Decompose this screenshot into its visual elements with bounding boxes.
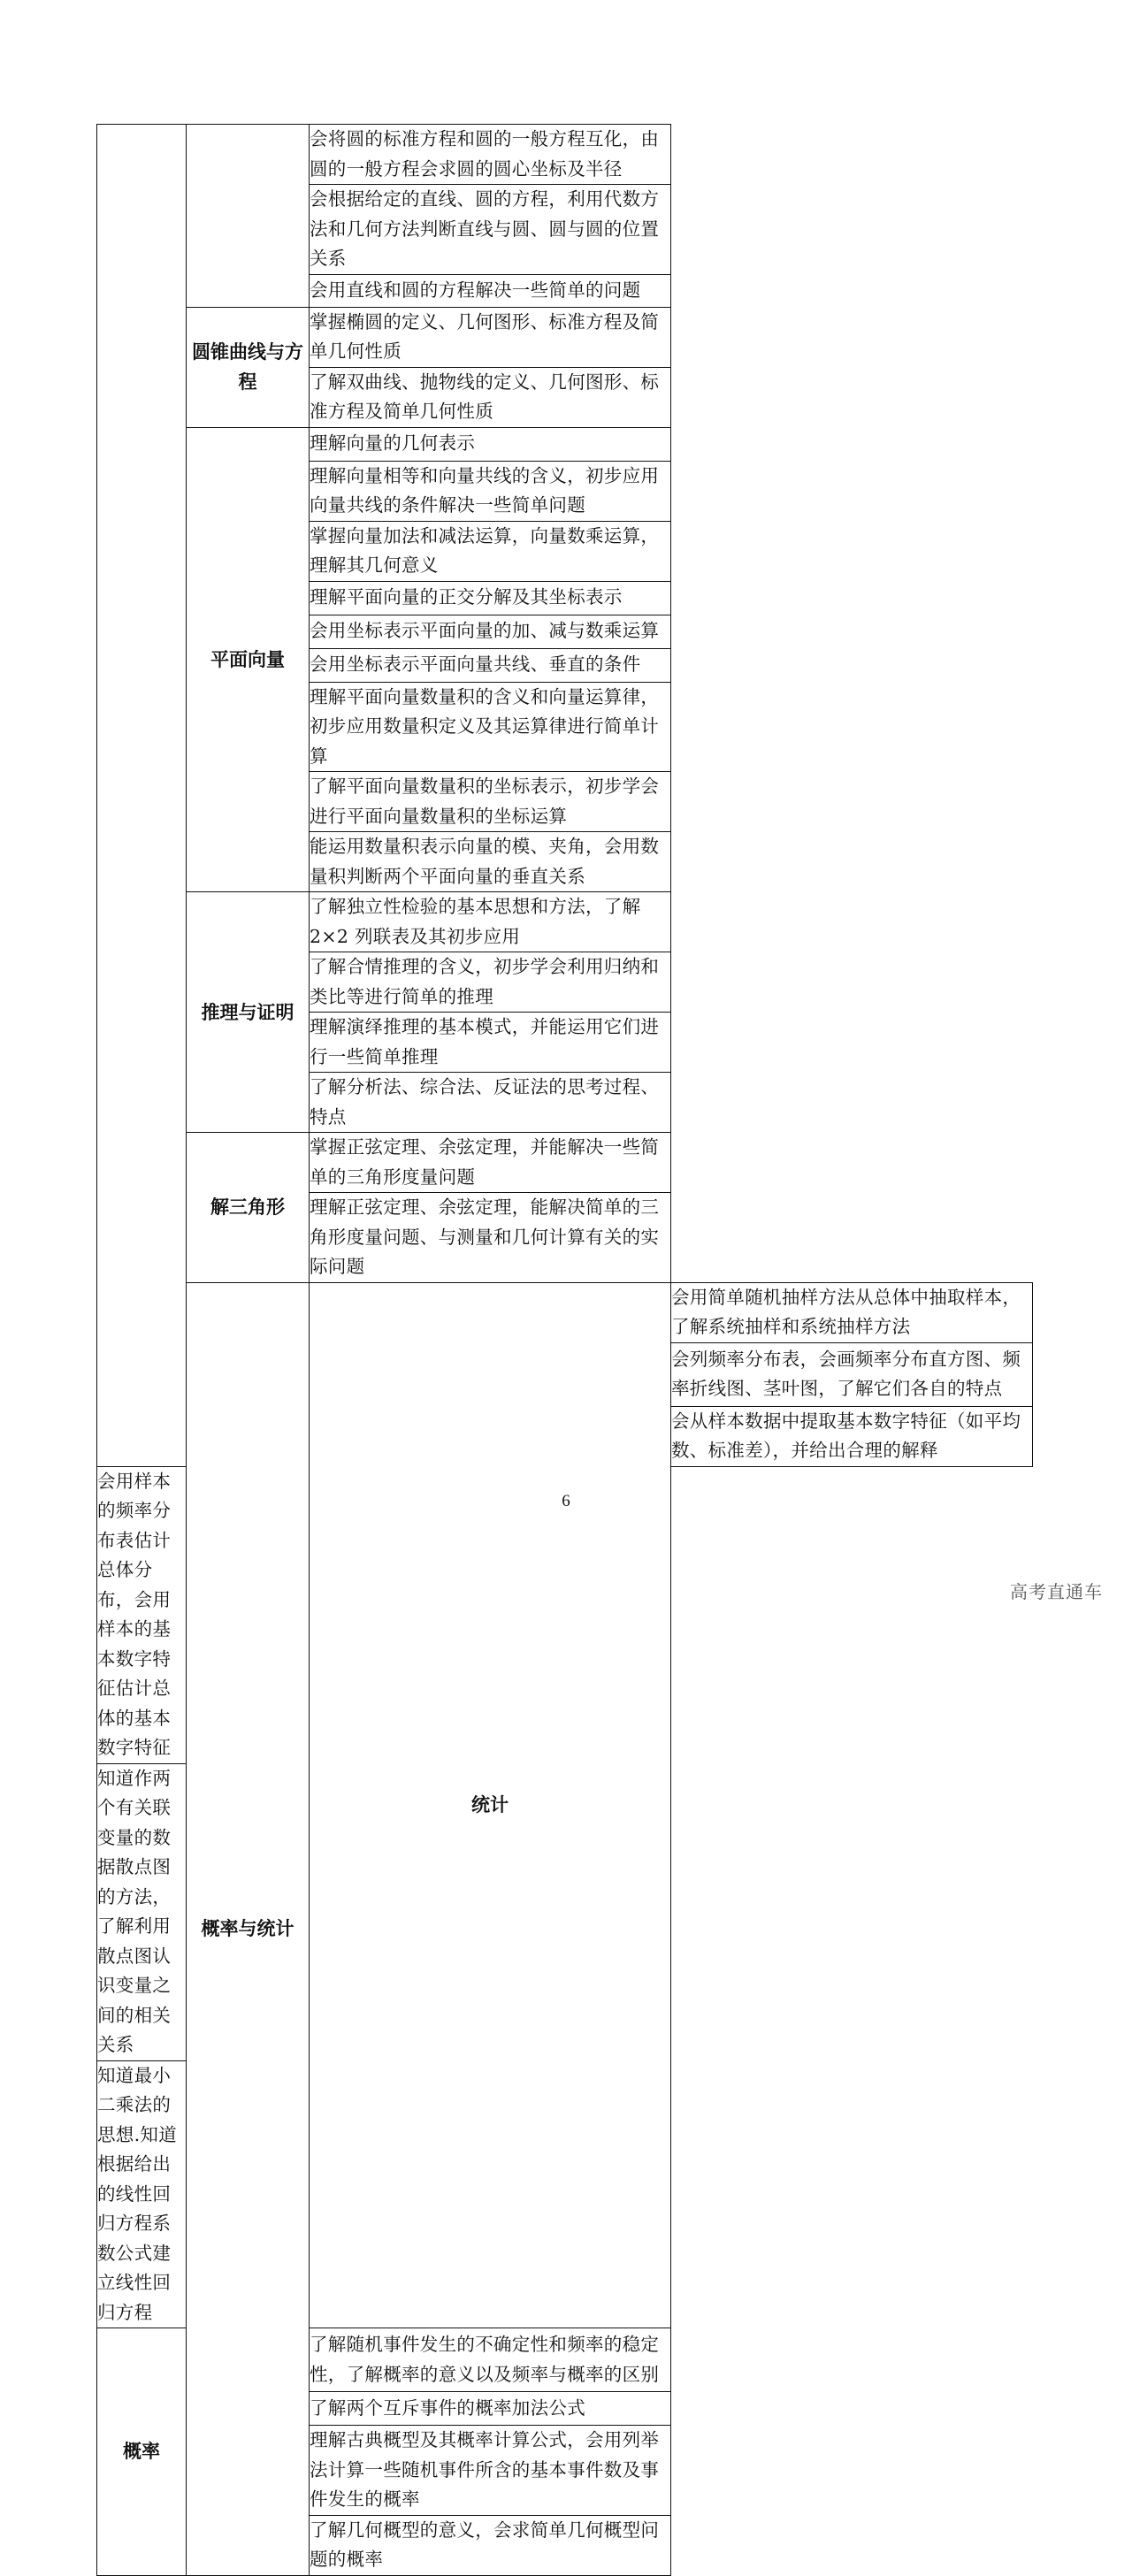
watermark-text: 高考直通车 <box>1010 1581 1103 1602</box>
objective-cell: 理解演绎推理的基本模式，并能运用它们进行一些简单推理 <box>310 1013 671 1073</box>
objective-cell: 会从样本数据中提取基本数字特征（如平均数、标准差），并给出合理的解释 <box>671 1406 1033 1466</box>
objective-cell: 会将圆的标准方程和圆的一般方程互化，由圆的一般方程会求圆的圆心坐标及半径 <box>310 125 671 185</box>
objective-cell: 了解合情推理的含义，初步学会利用归纳和类比等进行简单的推理 <box>310 952 671 1013</box>
topic-cell-lines-circles <box>187 125 310 308</box>
objective-cell: 理解向量的几何表示 <box>310 427 671 461</box>
objective-cell: 理解平面向量数量积的含义和向量运算律，初步应用数量积定义及其运算律进行简单计算 <box>310 682 671 772</box>
module-cell-probability-statistics: 概率与统计 <box>187 1282 310 2575</box>
objective-cell: 掌握椭圆的定义、几何图形、标准方程及简单几何性质 <box>310 307 671 367</box>
objective-cell: 理解平面向量的正交分解及其坐标表示 <box>310 581 671 615</box>
objective-cell: 理解古典概型及其概率计算公式，会用列举法计算一些随机事件所含的基本事件数及事件发生的概率 <box>310 2426 671 2516</box>
objective-cell: 会用简单随机抽样方法从总体中抽取样本，了解系统抽样和系统抽样方法 <box>671 1282 1033 1342</box>
topic-cell-conic-sections: 圆锥曲线与方程 <box>187 307 310 427</box>
topic-cell-solving-triangles: 解三角形 <box>187 1133 310 1283</box>
page-number: 6 <box>562 1492 570 1510</box>
objective-cell: 了解几何概型的意义，会求简单几何概型问题的概率 <box>310 2515 671 2575</box>
objective-cell: 掌握正弦定理、余弦定理，并能解决一些简单的三角形度量问题 <box>310 1133 671 1193</box>
objective-cell: 会用坐标表示平面向量共线、垂直的条件 <box>310 648 671 682</box>
objective-cell: 了解双曲线、抛物线的定义、几何图形、标准方程及简单几何性质 <box>310 367 671 427</box>
topic-cell-statistics: 统计 <box>310 1282 671 2328</box>
objective-cell: 了解分析法、综合法、反证法的思考过程、特点 <box>310 1073 671 1133</box>
objective-cell: 了解独立性检验的基本思想和方法，了解 2×2 列联表及其初步应用 <box>310 892 671 952</box>
objective-cell: 了解两个互斥事件的概率加法公式 <box>310 2392 671 2426</box>
objective-cell: 会用坐标表示平面向量的加、减与数乘运算 <box>310 615 671 648</box>
objective-cell: 掌握向量加法和减法运算，向量数乘运算，理解其几何意义 <box>310 521 671 581</box>
objective-cell: 知道作两个有关联变量的数据散点图的方法，了解利用散点图认识变量之间的相关关系 <box>97 1763 187 2060</box>
objective-cell: 能运用数量积表示向量的模、夹角，会用数量积判断两个平面向量的垂直关系 <box>310 832 671 892</box>
module-cell-geometry-algebra <box>97 125 187 1467</box>
topic-cell-plane-vectors: 平面向量 <box>187 427 310 892</box>
objective-cell: 知道最小二乘法的思想.知道根据给出的线性回归方程系数公式建立线性回归方程 <box>97 2060 187 2328</box>
objective-cell: 了解随机事件发生的不确定性和频率的稳定性，了解概率的意义以及频率与概率的区别 <box>310 2328 671 2392</box>
objective-cell: 会用样本的频率分布表估计总体分布，会用样本的基本数字特征估计总体的基本数字特征 <box>97 1466 187 1763</box>
objective-cell: 会根据给定的直线、圆的方程，利用代数方法和几何方法判断直线与圆、圆与圆的位置关系 <box>310 185 671 275</box>
objective-cell: 理解向量相等和向量共线的含义，初步应用向量共线的条件解决一些简单问题 <box>310 461 671 521</box>
objective-cell: 会用直线和圆的方程解决一些简单的问题 <box>310 274 671 307</box>
objective-cell: 会列频率分布表，会画频率分布直方图、频率折线图、茎叶图，了解它们各自的特点 <box>671 1342 1033 1406</box>
topic-cell-reasoning-proof: 推理与证明 <box>187 892 310 1133</box>
objective-cell: 了解平面向量数量积的坐标表示，初步学会进行平面向量数量积的坐标运算 <box>310 772 671 832</box>
topic-cell-probability: 概率 <box>97 2328 187 2576</box>
curriculum-outline-table <box>96 124 1033 2576</box>
objective-cell: 理解正弦定理、余弦定理，能解决简单的三角形度量问题、与测量和几何计算有关的实际问题 <box>310 1193 671 1283</box>
